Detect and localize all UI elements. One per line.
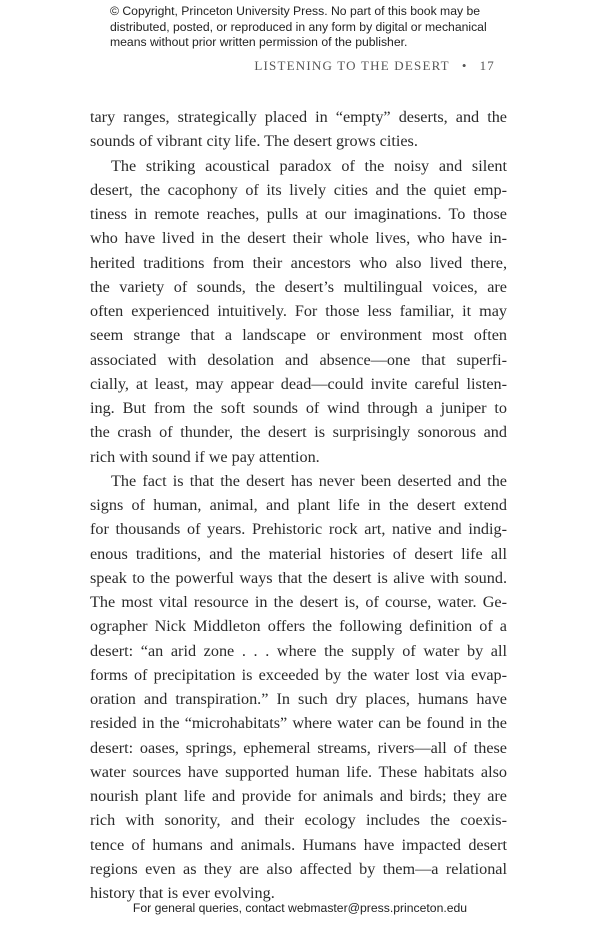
running-head-title: LISTENING TO THE DESERT — [254, 58, 450, 73]
copyright-line: © Copyright, Princeton University Press. No part of this book may be — [110, 4, 481, 18]
body-line: desert, the cacophony of its lively cities and the quiet emp- — [90, 180, 507, 199]
body-line: The striking acoustical paradox of the noisy and silent — [111, 156, 507, 175]
bullet-separator-icon: • — [461, 58, 468, 73]
body-line: ographer Nick Middleton offers the following definition of a — [90, 617, 507, 636]
body-line: tiness in remote reaches, pulls at our imaginations. To those — [90, 205, 507, 223]
body-line: history that is ever evolving. — [90, 884, 275, 902]
copyright-line: means without prior written permission of the publisher. — [110, 35, 408, 49]
copyright-notice — [110, 4, 510, 51]
body-line: speak to the powerful ways that the desert is alive with sound. — [90, 568, 507, 587]
body-line: tence of humans and animals. Humans have impacted desert — [90, 835, 507, 854]
body-line: The fact is that the desert has never been deserted and the — [111, 471, 507, 490]
body-line: The most vital resource in the desert is, of course, water. Ge- — [90, 593, 507, 611]
body-line: tary ranges, strategically placed in “empty” deserts, and the — [90, 108, 507, 126]
copyright-line: distributed, posted, or reproduced in any form by digital or mechanical — [110, 19, 487, 34]
body-line: signs of human, animal, and plant life in the desert extend — [90, 496, 507, 514]
body-line: regions even as they are also affected by them—a relational — [90, 859, 507, 878]
body-line: associated with desolation and absence—one that superfi- — [90, 350, 507, 369]
body-line: enous traditions, and the material histories of desert life all — [90, 544, 507, 563]
body-line: nourish plant life and provide for animals and birds; they are — [90, 787, 507, 805]
body-line: rich with sound if we pay attention. — [90, 447, 320, 466]
body-line: herited traditions from their ancestors who also lived there, — [90, 253, 507, 272]
body-line: forms of precipitation is exceeded by the water lost via evap- — [90, 665, 507, 684]
body-line: rich with sonority, and their ecology includes the coexis- — [90, 811, 507, 830]
body-line: oration and transpiration.” In such dry places, humans have — [90, 690, 507, 708]
body-text — [90, 105, 507, 905]
body-line: desert: “an arid zone . . . where the supply of water by all — [90, 641, 507, 660]
body-line: ing. But from the soft sounds of wind through a juniper to — [90, 399, 507, 417]
footer-contact: For general queries, contact webmaster@press.princeton.edu — [132, 901, 468, 915]
body-line: who have lived in the desert their whole lives, who have in- — [90, 229, 507, 248]
body-line: seem strange that a landscape or environment most often — [90, 326, 507, 345]
body-line: water sources have supported human life. These habitats also — [90, 762, 507, 781]
body-line: sounds of vibrant city life. The desert grows cities. — [90, 132, 418, 151]
page-number: 17 — [479, 58, 495, 73]
running-head — [254, 58, 495, 74]
body-line: desert: oases, springs, ephemeral streams, rivers—all of these — [90, 738, 507, 757]
body-line: the variety of sounds, the desert’s multilingual voices, are — [90, 277, 507, 296]
body-line: for thousands of years. Prehistoric rock art, native and indig- — [90, 520, 507, 539]
body-line: resided in the “microhabitats” where water can be found in the — [90, 714, 507, 733]
body-line: often experienced intuitively. For those less familiar, it may — [90, 302, 507, 320]
body-line: cially, at least, may appear dead—could invite careful listen- — [90, 374, 507, 393]
body-line: the crash of thunder, the desert is surprisingly sonorous and — [90, 423, 507, 442]
